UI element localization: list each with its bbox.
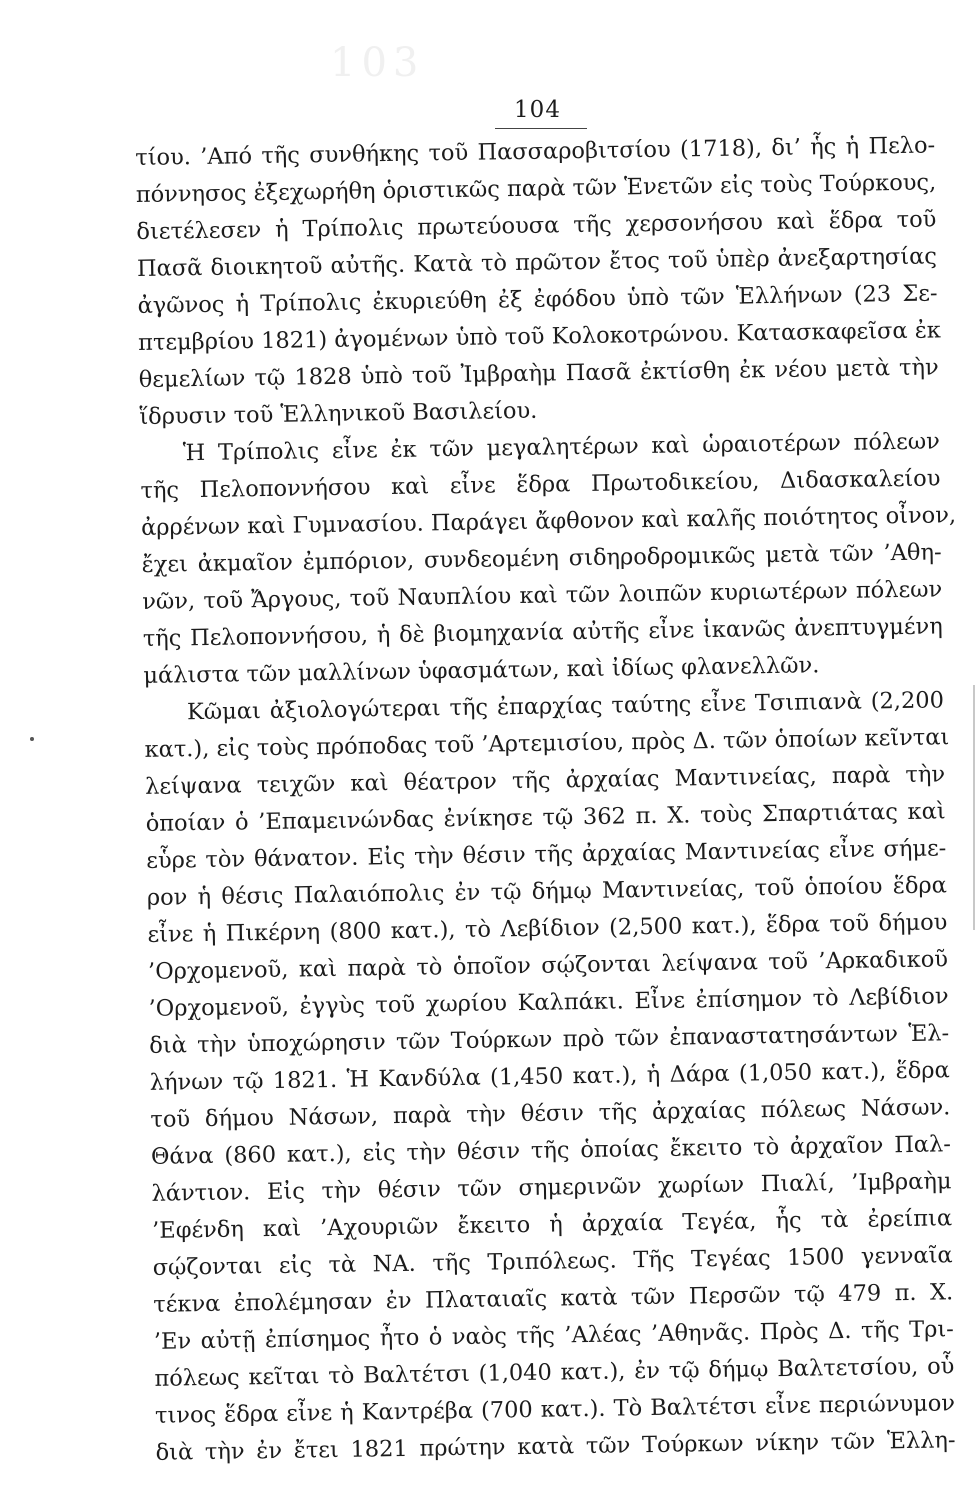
text-line: μάλιστα τῶν μαλλίνων ὑφασμάτων, καὶ ἰδίως φλανελλῶν. [143,652,820,689]
text-line: τίου. ’Από τῆς συνθήκης τοῦ Πασσαροβιτσίου (1718), δι’ ἧς ἡ Πελο- [135,132,936,171]
text-line: διὰ τὴν ὑποχώρησιν τῶν Τούρκων πρὸ τῶν ἐπαναστατησάντων Ἑλ- [149,1020,950,1059]
text-line: ’Ορχομενοῦ, ἐγγὺς τοῦ χωρίου Καλπάκι. Εἶνε ἐπίσημον τὸ Λεβίδιον [148,983,949,1022]
page-number: 104 [514,97,561,123]
text-line: νῶν, τοῦ Ἄργους, τοῦ Ναυπλίου καὶ τῶν λοιπῶν κυριωτέρων πόλεων [142,576,943,615]
text-line: ’Ορχομενοῦ, καὶ παρὰ τὸ ὁποῖον σῴζονται λείψανα τοῦ ’Αρκαδικοῦ [147,946,949,985]
page-number-rule [495,128,587,129]
body-text [135,127,956,1471]
text-line: τινος ἕδρα εἶνε ἡ Καντρέβα (700 κατ.). Τὸ Βαλτέτσι εἶνε περιώνυμον [154,1390,956,1429]
text-line: λήνων τῷ 1821. Ἡ Κανδύλα (1,450 κατ.), ἡ Δάρα (1,050 κατ.), ἕδρα [149,1057,950,1096]
text-line: διετέλεσεν ἡ Τρίπολις πρωτεύουσα τῆς χερσονήσου καὶ ἕδρα τοῦ [136,206,937,245]
text-line: τῆς Πελοποννήσου καὶ εἶνε ἕδρα Πρωτοδικείου, Διδασκαλείου [140,465,941,504]
text-line: ἵδρυσιν τοῦ Ἑλληνικοῦ Βασιλείου. [139,397,538,430]
text-line: κατ.), εἰς τοὺς πρόποδας τοῦ ’Αρτεμισίου, πρὸς Δ. τῶν ὁποίων κεῖνται [144,724,950,763]
text-line: θεμελίων τῷ 1828 ὑπὸ τοῦ Ἰμβραὴμ Πασᾶ ἐκτίσθη ἐκ νέου μετὰ τὴν [138,354,939,393]
text-line: διὰ τὴν ἐν ἔτει 1821 πρώτην κατὰ τῶν Τούρκων νίκην τῶν Ἑλλη- [155,1427,956,1466]
text-line: ὁποίαν ὁ ’Επαμεινώνδας ἐνίκησε τῷ 362 π. Χ. τοὺς Σπαρτιάτας καὶ [145,798,946,837]
text-line: πόννησος ἐξεχωρήθη ὁριστικῶς παρὰ τῶν Ἑνετῶν εἰς τοὺς Τούρκους, [135,169,937,208]
text-line: τέκνα ἐπολέμησαν ἐν Πλαταιαῖς κατὰ τῶν Περσῶν τῷ 479 π. Χ. [153,1279,954,1318]
text-line: Θάνα (860 κατ.), εἰς τὴν θέσιν τῆς ὁποίας ἔκειτο τὸ ἀρχαῖον Παλ- [150,1131,952,1170]
text-line: Ἡ Τρίπολις εἶνε ἐκ τῶν μεγαλητέρων καὶ ὡραιοτέρων πόλεων [182,428,941,467]
text-line: πόλεως κεῖται τὸ Βαλτέτσι (1,040 κατ.), ἐν τῷ δήμῳ Βαλτετσίου, οὗ [154,1353,955,1392]
text-line: τῆς Πελοποννήσου, ἡ δὲ βιομηχανία αὐτῆς εἶνε ἱκανῶς ἀνεπτυγμένη [142,613,943,652]
text-line: λείψανα τειχῶν καὶ θέατρον τῆς ἀρχαίας Μαντινείας, παρὰ τὴν [144,761,946,800]
text-line: ’Εν αὐτῇ ἐπίσημος ἦτο ὁ ναὸς τῆς ’Αλέας ’Αθηνᾶς. Πρὸς Δ. τῆς Τρι- [153,1316,954,1355]
text-line: εὗρε τὸν θάνατον. Εἰς τὴν θέσιν τῆς ἀρχαίας Μαντινείας εἶνε σήμε- [146,835,947,874]
text-line: ’Εφένδη καὶ ’Αχουριῶν ἔκειτο ἡ ἀρχαία Τεγέα, ἧς τὰ ἐρείπια [151,1205,953,1244]
text-line: λάντιον. Εἰς τὴν θέσιν τῶν σημερινῶν χωρίων Πιαλί, ’Ιμβραὴμ [151,1168,952,1207]
text-line: Πασᾶ διοικητοῦ αὐτῆς. Κατὰ τὸ πρῶτον ἔτος τοῦ ὑπὲρ ἀνεξαρτησίας [136,243,938,282]
margin-mark [30,737,34,741]
text-line: ἔχει ἀκμαῖον ἐμπόριον, συνδεομένη σιδηροδρομικῶς μετὰ τῶν ’Αθη- [141,539,942,578]
text-line: ρον ἡ θέσις Παλαιόπολις ἐν τῷ δήμῳ Μαντινείας, τοῦ ὁποίου ἕδρα [146,872,948,911]
bleed-through-text: 103 [330,40,425,86]
text-line: εἶνε ἡ Πικέρνη (800 κατ.), τὸ Λεβίδιον (2,500 κατ.), ἕδρα τοῦ δήμου [147,909,948,948]
text-line: τοῦ δήμου Νάσων, παρὰ τὴν θέσιν τῆς ἀρχαίας πόλεως Νάσων. [150,1094,951,1133]
text-line: ἀρρένων καὶ Γυμνασίου. Παράγει ἄφθονον καὶ καλῆς ποιότητος οἶνον, [140,502,957,541]
text-line: σῴζονται εἰς τὰ ΝΑ. τῆς Τριπόλεως. Τῆς Τεγέας 1500 γενναῖα [152,1242,953,1281]
text-line: Κῶμαι ἀξιολογώτεραι τῆς ἐπαρχίας ταύτης εἶνε Τσιπιανὰ (2,200 [186,687,945,726]
text-line: ἀγῶνος ἡ Τρίπολις ἐκυριεύθη ἐξ ἐφόδου ὑπὸ τῶν Ἑλλήνων (23 Σε- [137,280,938,319]
text-line: πτεμβρίου 1821) ἀγομένων ὑπὸ τοῦ Κολοκοτρώνου. Κατασκαφεῖσα ἐκ [137,317,942,356]
